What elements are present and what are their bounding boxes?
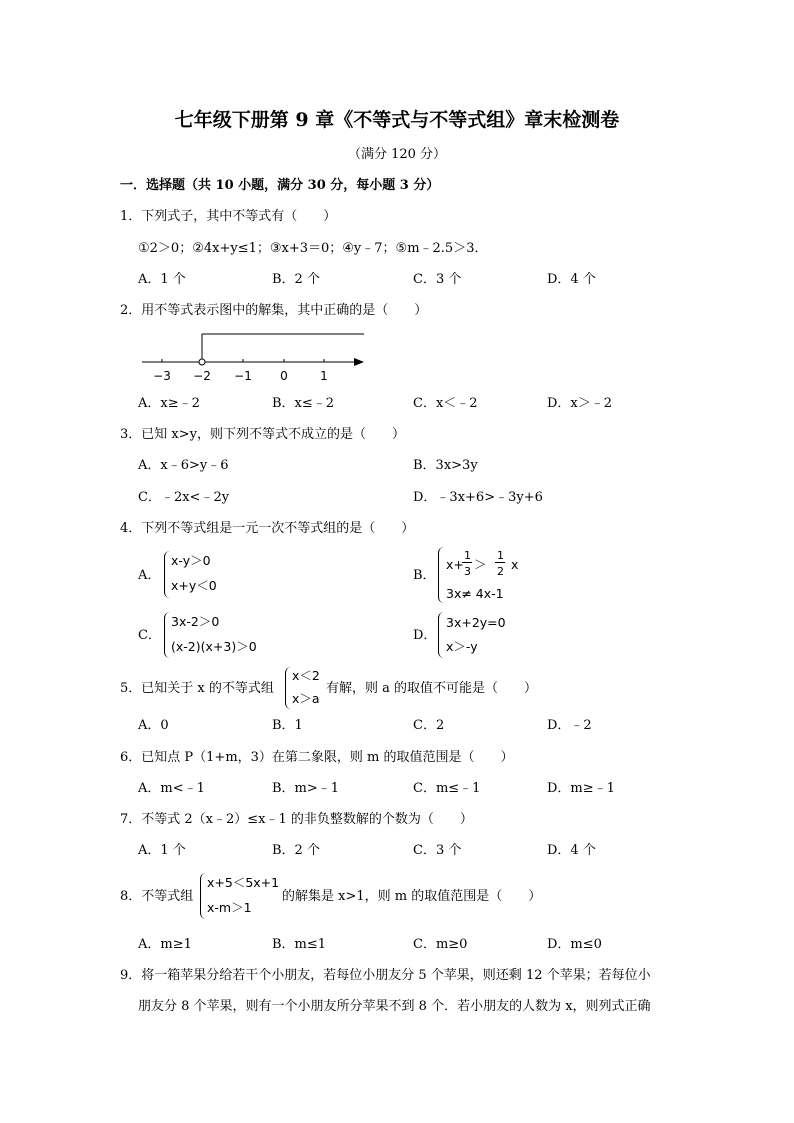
q3-option-c[interactable]: C．﹣2x<﹣2y [138, 490, 230, 505]
q5-option-a[interactable]: A．0 [138, 718, 169, 733]
section-heading: 一．选择题（共 10 小题，满分 30 分，每小题 3 分） [120, 178, 440, 193]
q4-a-line1: x-y＞0 [171, 553, 211, 568]
q4-c-line2: (x-2)(x+3)＞0 [171, 639, 257, 654]
q2-option-c[interactable]: C．x＜﹣2 [413, 396, 478, 411]
q8-sys-line2: x-m＞1 [207, 900, 252, 915]
tick-label: −1 [234, 369, 252, 383]
q4-b-denominator: 3 [464, 565, 471, 578]
q4-a-line2: x+y＜0 [171, 578, 217, 593]
q3-option-d[interactable]: D．﹣3x+6>﹣3y+6 [413, 490, 543, 505]
q6-stem: 6．已知点 P（1+m，3）在第二象限，则 m 的取值范围是（ ） [120, 750, 514, 765]
q1-option-a[interactable]: A．1 个 [138, 272, 186, 287]
q4-option-d-label[interactable]: D． [413, 628, 437, 643]
q7-option-c[interactable]: C．3 个 [413, 843, 462, 858]
open-circle-icon [199, 359, 205, 365]
q4-option-b-label[interactable]: B． [413, 568, 436, 583]
q7-option-a[interactable]: A．1 个 [138, 843, 186, 858]
q4-d-line2: x＞-y [446, 639, 478, 654]
fraction-bar [495, 562, 505, 563]
q2-option-d[interactable]: D．x＞﹣2 [547, 396, 613, 411]
q8-option-c[interactable]: C．m≥0 [413, 937, 468, 952]
q5-option-c[interactable]: C．2 [413, 718, 445, 733]
tick-label: 0 [280, 369, 288, 383]
tick-label: 1 [320, 369, 328, 383]
q4-b-x: x [511, 557, 519, 572]
q5-option-d[interactable]: D．﹣2 [547, 718, 592, 733]
q4-b-line2: 3x≠ 4x-1 [446, 586, 504, 601]
left-brace-icon [164, 551, 170, 598]
q1-items: ①2＞0；②4x+y≤1；③x+3＝0；④y﹣7；⑤m﹣2.5＞3． [138, 241, 488, 256]
q5-option-b[interactable]: B．1 [272, 718, 303, 733]
tick-label: −3 [153, 369, 171, 383]
left-brace-icon [438, 547, 444, 603]
q2-option-a[interactable]: A．x≥﹣2 [138, 396, 200, 411]
q8-stem-b: 的解集是 x>1，则 m 的取值范围是（ ） [282, 889, 542, 904]
q4-b-numerator: 1 [497, 549, 504, 562]
q7-stem: 7．不等式 2（x﹣2）≤x﹣1 的非负整数解的个数为（ ） [120, 812, 473, 827]
q3-stem: 3．已知 x>y，则下列不等式不成立的是（ ） [120, 427, 405, 442]
q5-stem-a: 5．已知关于 x 的不等式组 [120, 681, 274, 696]
q2-stem: 2．用不等式表示图中的解集，其中正确的是（ ） [120, 303, 428, 318]
arrow-head-icon [354, 358, 364, 366]
q4-d-line1: 3x+2y=0 [446, 615, 506, 630]
q9-line2: 朋友分 8 个苹果，则有一个小朋友所分苹果不到 8 个．若小朋友的人数为 x，则列式正确 [138, 999, 651, 1014]
q4-c-line1: 3x-2＞0 [171, 614, 220, 629]
tick-label: −2 [193, 369, 211, 383]
q8-option-a[interactable]: A．m≥1 [138, 937, 192, 952]
number-line-figure [140, 328, 372, 384]
q8-stem-a: 8．不等式组 [120, 889, 194, 904]
q7-option-b[interactable]: B．2 个 [272, 843, 320, 858]
q8-option-b[interactable]: B．m≤1 [272, 937, 327, 952]
q1-option-d[interactable]: D．4 个 [547, 272, 596, 287]
page-subtitle: （满分 120 分） [347, 147, 447, 162]
q9-line1: 9．将一箱苹果分给若干个小朋友，若每位小朋友分 5 个苹果，则还剩 12 个苹果；若每位小 [120, 968, 651, 983]
q6-option-c[interactable]: C．m≤﹣1 [413, 781, 481, 796]
q8-sys-line1: x+5＜5x+1 [207, 875, 280, 890]
q5-sys-line1: x＜2 [292, 668, 320, 683]
q4-b-gt: ＞ [474, 557, 487, 572]
q5-sys-line2: x＞a [292, 691, 320, 706]
q3-option-b[interactable]: B．3x>3y [413, 458, 478, 473]
left-brace-icon [164, 612, 170, 658]
q6-option-a[interactable]: A．m<﹣1 [138, 781, 205, 796]
q8-option-d[interactable]: D．m≤0 [547, 937, 602, 952]
q1-option-c[interactable]: C．3 个 [413, 272, 462, 287]
left-brace-icon [438, 612, 444, 658]
q7-option-d[interactable]: D．4 个 [547, 843, 596, 858]
q5-stem-b: 有解，则 a 的取值不可能是（ ） [326, 681, 538, 696]
q3-option-a[interactable]: A．x﹣6>y﹣6 [138, 458, 229, 473]
q2-option-b[interactable]: B．x≤﹣2 [272, 396, 335, 411]
q6-option-b[interactable]: B．m>﹣1 [272, 781, 340, 796]
q4-b-numerator: 1 [464, 549, 471, 562]
q4-option-a-label[interactable]: A． [138, 568, 161, 583]
page-title: 七年级下册第 9 章《不等式与不等式组》章末检测卷 [174, 109, 620, 131]
q1-stem: 1．下列式子，其中不等式有（ ） [120, 209, 337, 224]
q4-b-x-plus: x+ [446, 557, 464, 572]
q4-stem: 4．下列不等式组是一元一次不等式组的是（ ） [120, 521, 415, 536]
left-brace-icon [285, 667, 291, 709]
q1-option-b[interactable]: B．2 个 [272, 272, 320, 287]
q4-b-denominator: 2 [497, 565, 504, 578]
left-brace-icon [200, 873, 206, 919]
q6-option-d[interactable]: D．m≥﹣1 [547, 781, 615, 796]
fraction-bar [462, 562, 472, 563]
q4-option-c-label[interactable]: C． [138, 628, 161, 643]
